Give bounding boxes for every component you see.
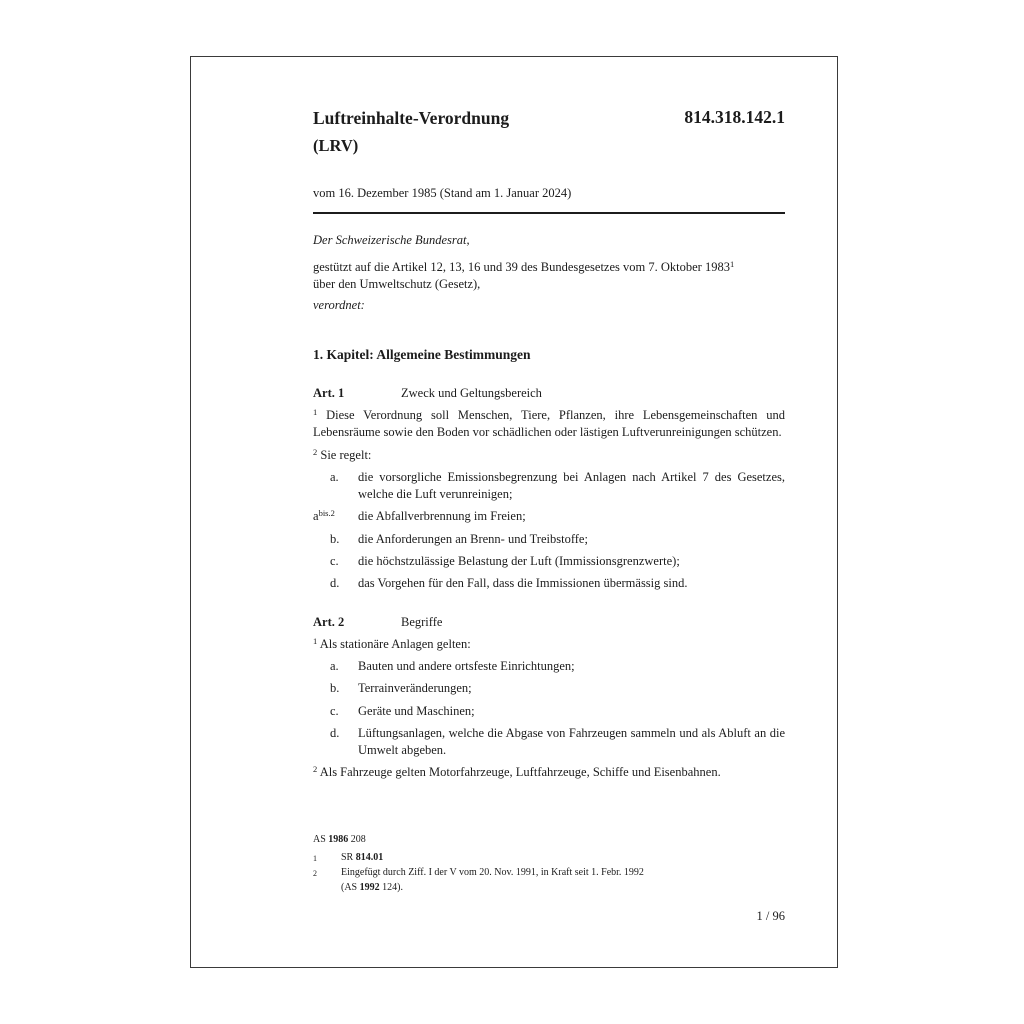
list-item-label: c. <box>330 554 339 569</box>
list-item-label: a. <box>330 658 339 673</box>
paragraph-marker: 1 <box>313 407 318 417</box>
article-2-paragraph-1: $^1$ Als stationäre Anlagen gelten: <box>313 635 471 651</box>
list-item <box>313 508 785 525</box>
list-item <box>313 469 785 504</box>
list-item-text: die Anforderungen an Brenn- und Treibstoffe; <box>358 531 588 546</box>
list-item-text: die höchstzulässige Belastung der Luft (Immissionsgrenzwerte); <box>358 554 680 569</box>
document-number: 814.318.142.1 <box>684 107 785 127</box>
article-1-paragraph-2: $^2$ Sie regelt: <box>313 446 372 462</box>
paragraph-marker: 1 <box>313 635 318 646</box>
footnote-block <box>313 833 785 895</box>
footnote-marker: 2 <box>313 869 317 878</box>
article-1-title: Zweck und Geltungsbereich <box>401 386 542 400</box>
list-item-label: d. <box>330 576 340 591</box>
paragraph-marker: 2 <box>313 764 318 775</box>
page-content <box>191 57 837 967</box>
article-2-list <box>313 658 785 759</box>
paragraph-marker: 2 <box>313 446 318 457</box>
list-item-text: Geräte und Maschinen; <box>358 703 475 718</box>
footnote-1 <box>313 851 785 867</box>
preamble-footnote-ref: 1 <box>729 259 735 269</box>
document-abbreviation: (LRV) <box>313 136 359 155</box>
list-item <box>313 680 785 697</box>
preamble-author: Der Schweizerische Bundesrat, <box>313 233 470 247</box>
article-1-list <box>313 469 785 593</box>
preamble-basis-continued: über den Umweltschutz (Gesetz), <box>313 277 481 291</box>
footnote-2 <box>313 866 785 895</box>
header-rule <box>313 212 785 214</box>
enacting-formula: verordnet: <box>313 298 365 312</box>
footnote-text: Eingefügt durch Ziff. I der V vom 20. Nov. 1991, in Kraft seit 1. Febr. 1992 (AS 1992 124). <box>341 867 644 893</box>
list-item <box>313 725 785 760</box>
list-item-text: Terrainveränderungen; <box>358 681 472 696</box>
as-reference: AS 1986 208 <box>313 834 366 845</box>
list-item <box>313 575 785 592</box>
footnote-marker: 1 <box>313 853 317 863</box>
list-item-label-superscript: bis.2 <box>318 508 335 519</box>
document-header <box>313 107 785 156</box>
article-2-title: Begriffe <box>401 614 443 629</box>
list-item <box>313 658 785 675</box>
document-title: Luftreinhalte-Verordnung <box>313 108 510 128</box>
list-item-text: das Vorgehen für den Fall, dass die Immissionen übermässig sind. <box>358 576 688 591</box>
list-item-label: b. <box>330 531 340 546</box>
article-2-label: Art. 2 <box>313 614 345 629</box>
article-2-heading <box>313 614 785 631</box>
footnote-text: SR 814.01 <box>341 851 384 863</box>
article-1-paragraph-1: $^1$ Diese Verordnung soll Menschen, Tiere, Pflanzen, ihre Lebensgemeinschaften und Lebensräume sowie den Boden vor schädlichen oder lästigen Luftverunreinigungen schützen. <box>313 407 785 440</box>
article-1-heading <box>313 385 785 402</box>
list-item <box>313 553 785 570</box>
list-item-label: c. <box>330 703 339 718</box>
page-number: 1 / 96 <box>756 909 785 923</box>
date-line: vom 16. Dezember 1985 (Stand am 1. Januar 2024) <box>313 186 572 200</box>
list-item <box>313 531 785 548</box>
title-block <box>313 107 509 156</box>
list-item-label: $a^{bis.2}$ <box>313 508 335 524</box>
list-item <box>313 703 785 720</box>
list-item-label: d. <box>330 725 340 740</box>
list-item-label: b. <box>330 681 340 696</box>
article-1-label: Art. 1 <box>313 386 345 400</box>
list-item-text: Lüftungsanlagen, welche die Abgase von Fahrzeugen sammeln und als Abluft an die Umwelt abgeben. <box>358 725 785 758</box>
article-2-paragraph-2: $^2$ Als Fahrzeuge gelten Motorfahrzeuge, Luftfahrzeuge, Schiffe und Eisenbahnen. <box>313 764 721 780</box>
chapter-1-heading: 1. Kapitel: Allgemeine Bestimmungen <box>313 347 531 362</box>
list-item-text: die vorsorgliche Emissionsbegrenzung bei Anlagen nach Artikel 7 des Gesetzes, welche die Luft verunreinigen; <box>358 469 785 502</box>
list-item-label: a. <box>330 469 339 484</box>
document-page <box>190 56 838 968</box>
list-item-text: Bauten und andere ortsfeste Einrichtungen; <box>358 658 575 673</box>
list-item-text: die Abfallverbrennung im Freien; <box>358 509 526 524</box>
preamble-basis: gestützt auf die Artikel 12, 13, 16 und 39 des Bundesgesetzes vom 7. Oktober 1983 <box>313 260 730 274</box>
preamble-text <box>313 259 785 293</box>
